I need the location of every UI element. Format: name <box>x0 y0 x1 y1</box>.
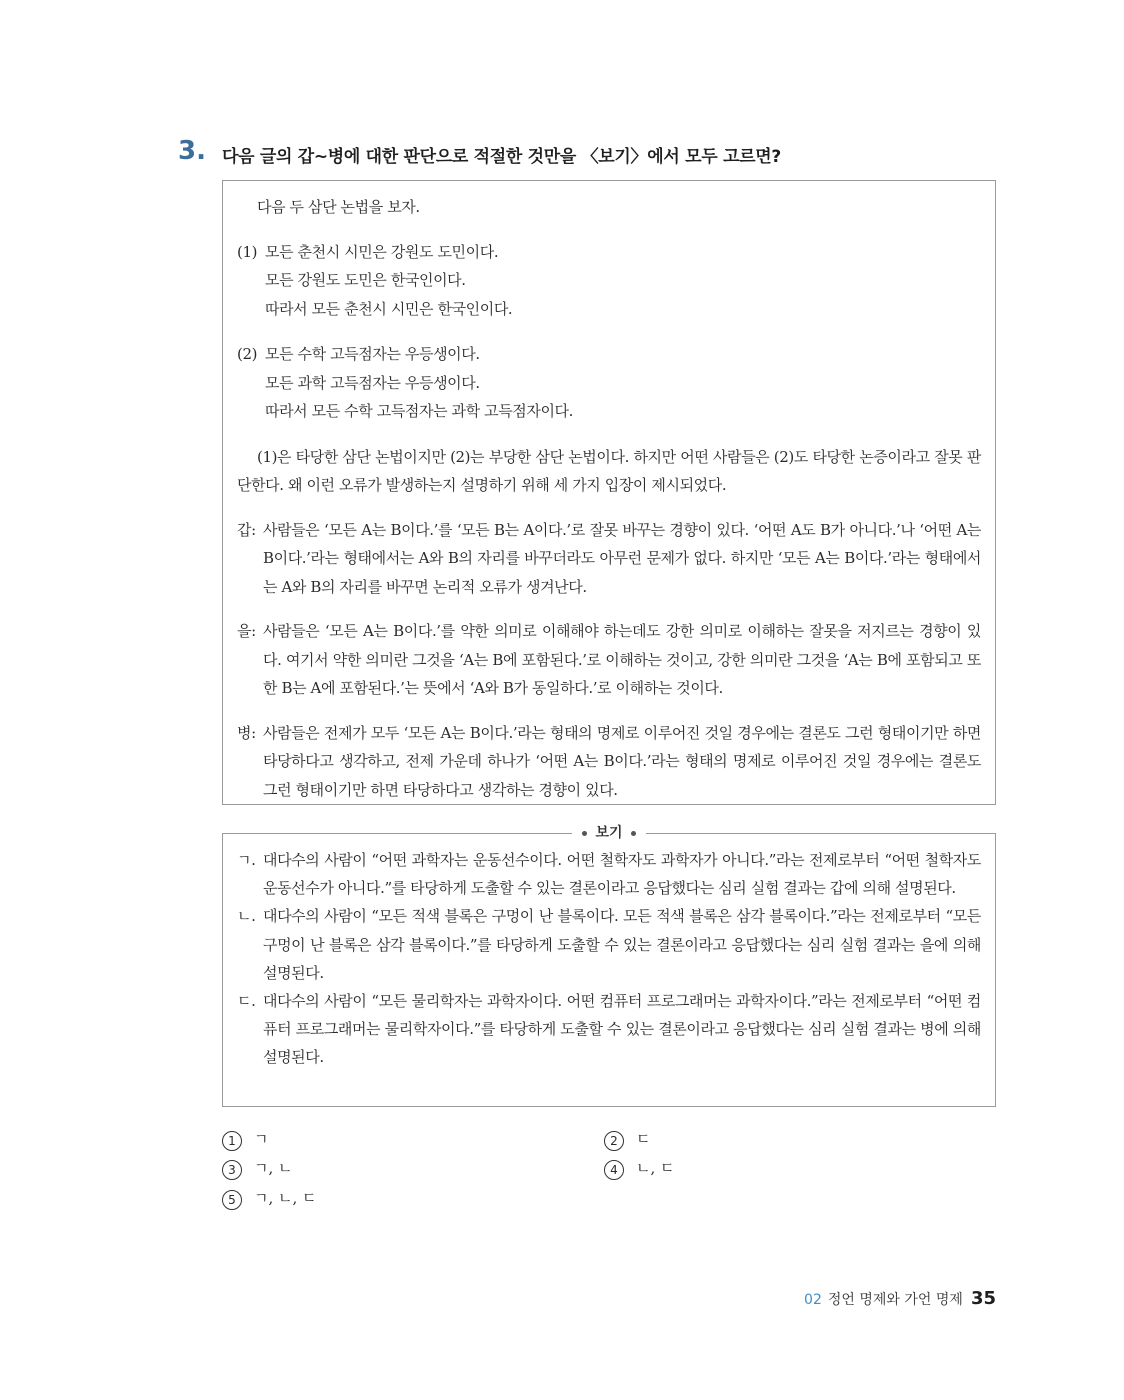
bogi-item-text: 대다수의 사람이 “어떤 과학자는 운동선수이다. 어떤 철학자도 과학자가 아니다.”라는 전제로부터 “어떤 철학자도 운동선수가 아니다.”를 타당하게 도출할 수 있는 결론이라고 응답했다는 심리 실험 결과는 갑에 의해 설명된다. <box>263 851 981 898</box>
chapter-title: 정언 명제와 가언 명제 <box>827 1292 963 1308</box>
syllogism-1 <box>237 238 981 324</box>
bogi-item <box>237 987 981 1072</box>
choice-text: ㄷ <box>636 1130 651 1148</box>
position-text: 사람들은 전제가 모두 ‘모든 A는 B이다.’라는 형태의 명제로 이루어진 것일 경우에는 결론도 그런 형태이기만 하면 타당하다고 생각하고, 전제 가운데 하나가 ‘어떤 A는 B이다.’라는 형태의 명제로 이루어진 것일 경우에는 결론도 그런 형태이기만 하면 타당하다고 생각하는 경향이 있다. <box>263 723 981 799</box>
bullet-icon <box>582 831 587 836</box>
bogi-item-text: 대다수의 사람이 “모든 물리학자는 과학자이다. 어떤 컴퓨터 프로그래머는 과학자이다.”라는 전제로부터 “어떤 컴퓨터 프로그래머는 물리학자이다.”를 타당하게 도출할 수 있는 결론이라고 응답했다는 심리 실험 결과는 병에 의해 설명된다. <box>263 992 981 1067</box>
bogi-item-text: 대다수의 사람이 “모든 적색 블록은 구멍이 난 블록이다. 모든 적색 블록은 삼각 블록이다.”라는 전제로부터 “모든 구멍이 난 블록은 삼각 블록이다.”를 타당하게 도출할 수 있는 결론이라고 응답했다는 심리 실험 결과는 을에 의해 설명된다. <box>263 907 981 982</box>
page-number: 35 <box>970 1288 996 1309</box>
syllogism-line: 모든 강원도 도민은 한국인이다. <box>265 271 466 289</box>
choice-number-circle: 1 <box>222 1131 242 1151</box>
position-byeong <box>237 719 981 805</box>
question-number: 3. <box>178 136 206 166</box>
choice-1[interactable] <box>222 1124 269 1154</box>
choice-number-circle: 3 <box>222 1160 242 1180</box>
position-gap <box>237 516 981 602</box>
position-label: 을: <box>237 622 256 640</box>
passage-paragraph: (1)은 타당한 삼단 논법이지만 (2)는 부당한 삼단 논법이다. 하지만 어떤 사람들은 (2)도 타당한 논증이라고 잘못 판단한다. 왜 이런 오류가 발생하는지 설명하기 위해 세 가지 입장이 제시되었다. <box>237 447 981 494</box>
bullet-icon <box>631 831 636 836</box>
position-text: 사람들은 ‘모든 A는 B이다.’를 약한 의미로 이해해야 하는데도 강한 의미로 이해하는 잘못을 저지르는 경향이 있다. 여기서 약한 의미란 그것을 ‘A는 B에 포함된다.’로 이해하는 것이고, 강한 의미란 그것을 ‘A는 B에 포함되고 또한 B는 A에 포함된다.’는 뜻에서 ‘A와 B가 동일하다.’로 이해하는 것이다. <box>263 622 981 697</box>
syllogism-2 <box>237 340 981 426</box>
syllogism-label: (2) <box>237 345 258 363</box>
bogi-item-mark: ㄴ. <box>237 907 256 926</box>
choice-number-circle: 4 <box>604 1160 624 1180</box>
choice-text: ㄱ, ㄴ <box>254 1159 293 1177</box>
syllogism-label: (1) <box>237 242 258 261</box>
choice-number-circle: 5 <box>222 1190 242 1210</box>
bogi-item <box>237 902 981 987</box>
choice-text: ㄱ <box>254 1130 269 1148</box>
position-label: 병: <box>237 723 256 742</box>
syllogism-line: 따라서 모든 춘천시 시민은 한국인이다. <box>265 299 513 318</box>
choice-number-circle: 2 <box>604 1131 624 1151</box>
syllogism-line: 모든 과학 고득점자는 우등생이다. <box>265 373 480 392</box>
choice-5[interactable] <box>222 1183 317 1213</box>
bogi-item <box>237 846 981 902</box>
position-eul <box>237 617 981 703</box>
bogi-title-text: 보기 <box>595 825 623 841</box>
passage-intro: 다음 두 삼단 논법을 보자. <box>257 198 420 216</box>
page-footer <box>804 1288 996 1309</box>
bogi-item-mark: ㄷ. <box>237 992 256 1011</box>
syllogism-line: 모든 수학 고득점자는 우등생이다. <box>265 345 480 363</box>
choice-3[interactable] <box>222 1153 293 1183</box>
choice-text: ㄱ, ㄴ, ㄷ <box>254 1189 317 1207</box>
bogi-box <box>222 833 996 1107</box>
position-label: 갑: <box>237 520 256 539</box>
choice-2[interactable] <box>604 1124 651 1154</box>
position-text: 사람들은 ‘모든 A는 B이다.’를 ‘모든 B는 A이다.’로 잘못 바꾸는 경향이 있다. ‘어떤 A도 B가 아니다.’나 ‘어떤 A는 B이다.’라는 형태에서는 A와 B의 자리를 바꾸더라도 아무런 문제가 없다. 하지만 ‘모든 A는 B이다.’라는 형태에서는 A와 B의 자리를 바꾸면 논리적 오류가 생겨난다. <box>263 520 981 596</box>
bogi-title <box>222 822 996 844</box>
question-text: 다음 글의 갑~병에 대한 판단으로 적절한 것만을 〈보기〉에서 모두 고르면? <box>222 147 781 167</box>
passage-box <box>222 180 996 805</box>
choice-text: ㄴ, ㄷ <box>636 1159 675 1177</box>
chapter-number: 02 <box>804 1292 822 1308</box>
syllogism-line: 따라서 모든 수학 고득점자는 과학 고득점자이다. <box>265 402 574 420</box>
syllogism-line: 모든 춘천시 시민은 강원도 도민이다. <box>265 242 499 261</box>
choice-4[interactable] <box>604 1153 675 1183</box>
bogi-item-mark: ㄱ. <box>237 851 256 869</box>
